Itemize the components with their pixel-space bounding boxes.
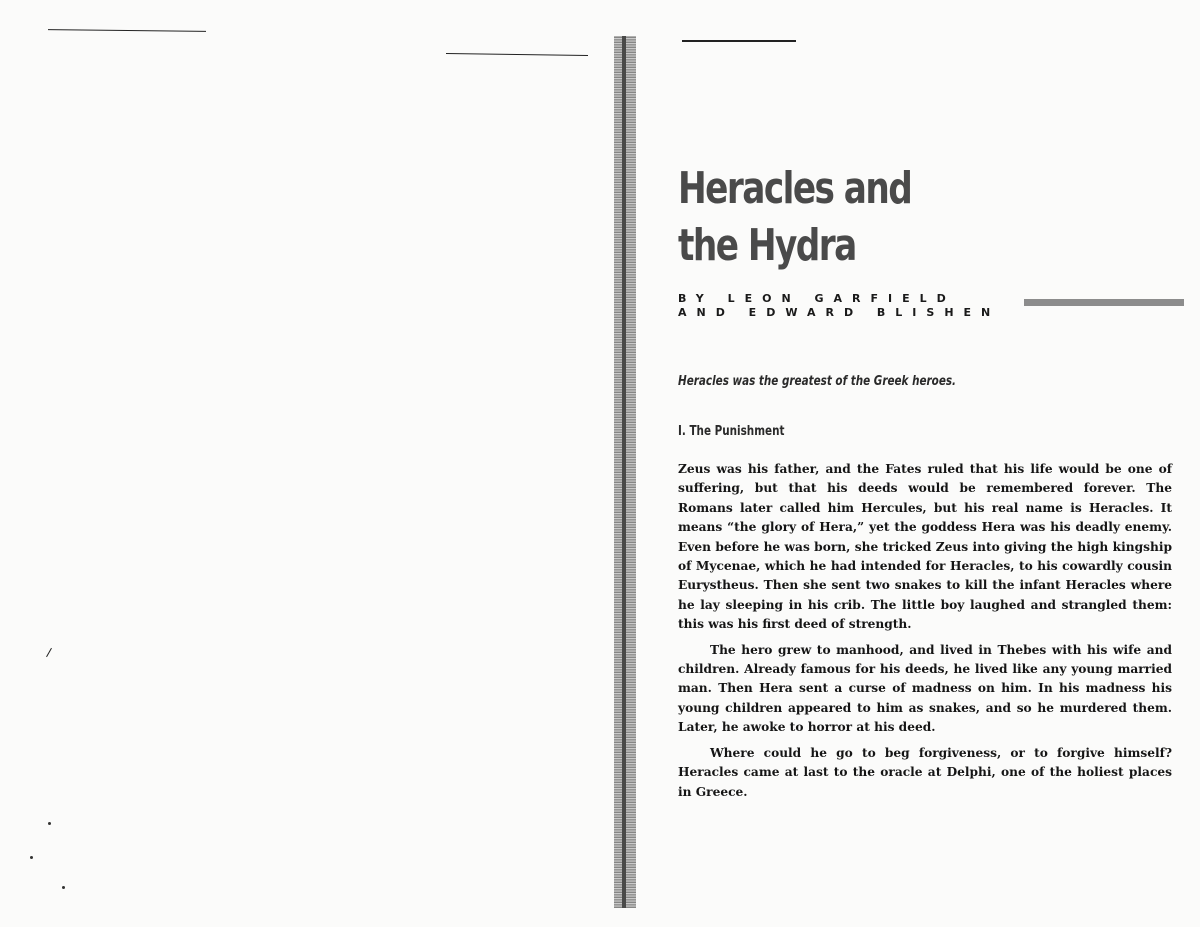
paragraph-1: Zeus was his father, and the Fates ruled that his life would be one of suffering, but that his deeds would be remembered forever. The Romans later called him Hercules, but his real name is Heracles. It means “the glory of Hera,” yet the goddess Hera was his deadly enemy. Even before he was born, she tricked Zeus into giving the high kingship of Mycenae, which he had intended for Heracles, to his cowardly cousin Eurystheus. Then she sent two snakes to kill the infant Heracles where he lay sleeping in his crib. The little boy laughed and strangled them: this was his first deed of strength. (678, 462, 1172, 632)
epigraph: Heracles was the greatest of the Greek heroes. (678, 374, 957, 389)
story-body (678, 460, 1172, 808)
scan-mark (46, 648, 52, 657)
right-page (640, 0, 1200, 927)
author-byline (678, 292, 1000, 320)
byline-gray-rule (1024, 299, 1184, 306)
paragraph-3: Where could he go to beg forgiveness, or to forgive himself? Heracles came at last to the oracle at Delphi, one of the holiest places in Greece. (678, 745, 1172, 799)
paragraph-2: The hero grew to manhood, and lived in Thebes with his wife and children. Already famous for his deeds, he lived like any young married man. Then Hera sent a curse of madness on him. In his madness his young children appeared to him as snakes, and so he murdered them. Later, he awoke to horror at his deed. (678, 642, 1172, 735)
title-line-2: the Hydra (678, 220, 856, 271)
scan-speck (30, 856, 33, 859)
byline-line-2: AND EDWARD BLISHEN (678, 306, 1001, 319)
section-heading: I. The Punishment (678, 424, 785, 439)
title-line-1: Heracles and (678, 163, 912, 214)
story-title (678, 160, 959, 274)
byline-line-1: BY LEON GARFIELD (678, 292, 956, 305)
page-top-rule (682, 40, 796, 42)
scan-line-top-left (48, 29, 206, 32)
scan-speck (62, 886, 65, 889)
scan-speck (48, 822, 51, 825)
book-spine-gutter (614, 36, 636, 908)
scan-line-top-center (446, 53, 588, 56)
